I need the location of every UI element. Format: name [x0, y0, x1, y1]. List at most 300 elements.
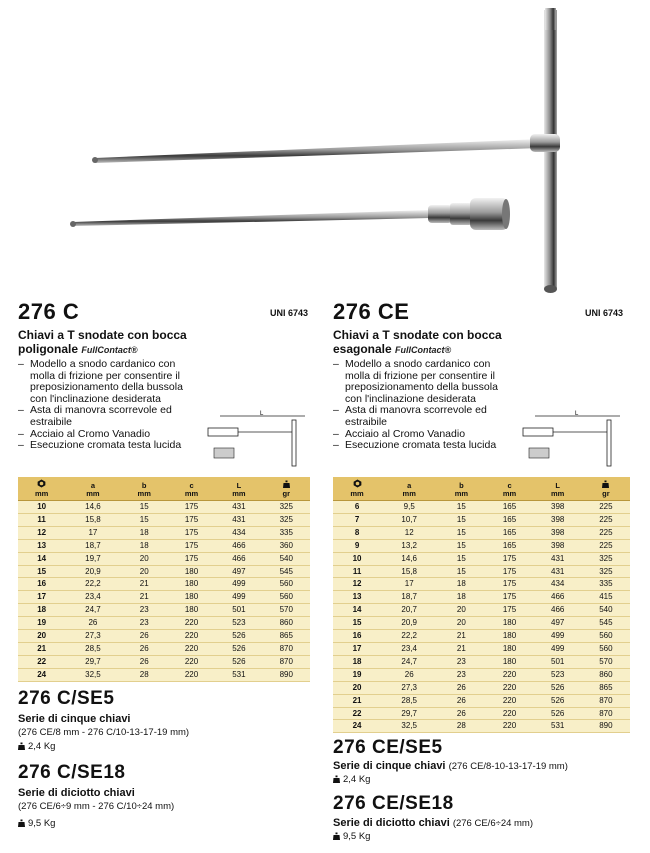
- table-cell: 21: [437, 642, 485, 655]
- table-cell: 220: [485, 720, 533, 733]
- table-cell: 526: [215, 642, 262, 655]
- table-cell: 523: [215, 617, 262, 630]
- table-cell: 15: [18, 565, 65, 578]
- set-title: Serie di cinque chiavi: [18, 713, 131, 725]
- set-note: (276 CE/6÷24 mm): [452, 818, 534, 829]
- column-unit: gr: [602, 489, 610, 498]
- column-header: [215, 477, 262, 501]
- table-cell: 570: [263, 604, 310, 617]
- table-cell: 22,2: [65, 578, 120, 591]
- table-row: [333, 513, 630, 526]
- table-cell: 225: [582, 526, 630, 539]
- table-cell: 325: [263, 501, 310, 514]
- feature-item: – Acciaio al Cromo Vanadio: [18, 429, 198, 441]
- table-cell: 9: [333, 539, 381, 552]
- table-cell: 18: [121, 539, 168, 552]
- feature-item: – Esecuzione cromata testa lucida: [18, 440, 198, 452]
- column-header: [18, 477, 65, 501]
- table-cell: 466: [534, 591, 582, 604]
- table-cell: 545: [582, 617, 630, 630]
- table-cell: 497: [534, 617, 582, 630]
- table-cell: 20: [437, 604, 485, 617]
- table-cell: 20: [121, 552, 168, 565]
- table-cell: 165: [485, 526, 533, 539]
- table-cell: 13,2: [381, 539, 437, 552]
- table-cell: 6: [333, 501, 381, 514]
- set-code: 276 C/SE5: [18, 688, 115, 709]
- table-cell: 24: [333, 720, 381, 733]
- table-row: [333, 720, 630, 733]
- table-cell: 21: [333, 694, 381, 707]
- set-note: (276 CE/8 mm - 276 C/10-13-17-19 mm): [18, 727, 190, 738]
- table-cell: 26: [381, 668, 437, 681]
- table-cell: 10: [18, 501, 65, 514]
- table-cell: 497: [215, 565, 262, 578]
- table-cell: 28: [121, 668, 168, 681]
- table-cell: 180: [168, 604, 215, 617]
- table-cell: 165: [485, 539, 533, 552]
- weight-value: 9,5 Kg: [28, 818, 56, 829]
- table-cell: 220: [485, 694, 533, 707]
- table-cell: 32,5: [381, 720, 437, 733]
- set-note: (276 CE/8-10-13-17-19 mm): [448, 761, 568, 772]
- column-unit: mm: [184, 489, 199, 498]
- table-cell: 20: [437, 617, 485, 630]
- table-cell: 225: [582, 539, 630, 552]
- column-label: c: [189, 481, 194, 490]
- table-cell: 20: [18, 630, 65, 643]
- column-header: [582, 477, 630, 501]
- column-header: [485, 477, 533, 501]
- table-cell: 18: [121, 526, 168, 539]
- title-shape: esagonale: [333, 342, 392, 356]
- table-cell: 28,5: [381, 694, 437, 707]
- table-cell: 531: [215, 668, 262, 681]
- table-row: [333, 552, 630, 565]
- column-header: [381, 477, 437, 501]
- table-cell: 526: [534, 707, 582, 720]
- table-cell: 398: [534, 526, 582, 539]
- table-cell: 220: [168, 668, 215, 681]
- column-unit: mm: [551, 489, 565, 498]
- table-cell: 23: [121, 617, 168, 630]
- table-row: [333, 707, 630, 720]
- table-cell: 865: [263, 630, 310, 643]
- table-cell: 32,5: [65, 668, 120, 681]
- table-cell: 865: [582, 681, 630, 694]
- table-cell: 22,2: [381, 630, 437, 643]
- product-title: [333, 328, 623, 357]
- brand-logo: FullContact®: [395, 345, 452, 355]
- product-code: 276 C: [18, 299, 80, 324]
- table-cell: 17: [333, 642, 381, 655]
- table-cell: 180: [485, 617, 533, 630]
- table-row: [333, 578, 630, 591]
- column-label: c: [507, 481, 512, 490]
- table-cell: 21: [18, 642, 65, 655]
- set-title: Serie di diciotto chiavi (276 CE/6÷24 mm): [333, 817, 534, 829]
- table-row: [333, 539, 630, 552]
- table-cell: 24,7: [381, 655, 437, 668]
- table-cell: 180: [168, 578, 215, 591]
- table-row: [18, 642, 310, 655]
- table-cell: 398: [534, 501, 582, 514]
- table-cell: 415: [582, 591, 630, 604]
- weight-icon: [333, 775, 340, 783]
- table-cell: 13: [18, 539, 65, 552]
- dimension-diagram: [200, 410, 310, 470]
- feature-list: [18, 359, 198, 452]
- table-cell: 10: [333, 552, 381, 565]
- table-cell: 220: [168, 617, 215, 630]
- feature-list: [333, 359, 513, 452]
- column-unit: mm: [34, 489, 49, 498]
- table-cell: 225: [582, 513, 630, 526]
- table-cell: 15: [437, 552, 485, 565]
- table-cell: 18: [437, 578, 485, 591]
- weight-value: 2,4 Kg: [28, 741, 56, 752]
- table-cell: 501: [534, 655, 582, 668]
- table-cell: 17: [381, 578, 437, 591]
- table-row: [333, 501, 630, 514]
- table-cell: 499: [215, 591, 262, 604]
- table-row: [333, 655, 630, 668]
- table-cell: 360: [263, 539, 310, 552]
- table-cell: 560: [263, 591, 310, 604]
- table-cell: 26: [121, 630, 168, 643]
- table-cell: 431: [534, 565, 582, 578]
- table-cell: 225: [582, 501, 630, 514]
- table-cell: 499: [534, 630, 582, 643]
- standard-label: UNI 6743: [584, 308, 623, 318]
- table-cell: 220: [168, 642, 215, 655]
- table-cell: 335: [582, 578, 630, 591]
- weight-value: 2,4 Kg: [343, 774, 371, 785]
- table-row: [333, 617, 630, 630]
- feature-item: – Asta di manovra scorrevole ed estraibile: [18, 405, 198, 428]
- feature-item: – Modello a snodo cardanico con molla di frizione per consentire il preposizionamento della bussola con l'inclinazione desiderata: [18, 359, 198, 405]
- table-cell: 180: [168, 565, 215, 578]
- table-cell: 26: [437, 707, 485, 720]
- table-row: [333, 604, 630, 617]
- title-line-1: Chiavi a T snodate con bocca: [18, 328, 187, 342]
- title-shape: poligonale: [18, 342, 78, 356]
- column-label: L: [555, 481, 560, 490]
- table-cell: 870: [582, 694, 630, 707]
- table-cell: 15: [121, 501, 168, 514]
- table-cell: 870: [263, 642, 310, 655]
- table-cell: 26: [121, 642, 168, 655]
- table-cell: 175: [168, 513, 215, 526]
- column-unit: mm: [350, 489, 364, 498]
- table-row: [18, 604, 310, 617]
- table-cell: 20,7: [381, 604, 437, 617]
- table-cell: 466: [215, 539, 262, 552]
- table-cell: 175: [168, 501, 215, 514]
- set-weight: [333, 774, 370, 785]
- table-cell: 180: [485, 642, 533, 655]
- table-row: [333, 694, 630, 707]
- table-row: [333, 681, 630, 694]
- table-cell: 16: [18, 578, 65, 591]
- table-cell: 220: [485, 681, 533, 694]
- table-cell: 23: [121, 604, 168, 617]
- table-cell: 560: [582, 642, 630, 655]
- table-cell: 17: [18, 591, 65, 604]
- title-line-2: [18, 342, 308, 357]
- table-cell: 175: [485, 578, 533, 591]
- table-cell: 431: [215, 501, 262, 514]
- table-cell: 501: [215, 604, 262, 617]
- table-cell: 20,9: [381, 617, 437, 630]
- column-unit: mm: [454, 489, 469, 498]
- table-row: [18, 630, 310, 643]
- product-code: 276 CE: [333, 299, 410, 324]
- table-cell: 526: [215, 655, 262, 668]
- column-label: a: [90, 481, 96, 490]
- table-cell: 12: [18, 526, 65, 539]
- table-cell: 10,7: [381, 513, 437, 526]
- feature-item: – Asta di manovra scorrevole ed estraibile: [333, 405, 513, 428]
- weight-value: 9,5 Kg: [343, 831, 371, 842]
- column-unit: mm: [232, 489, 246, 498]
- table-cell: 15: [437, 501, 485, 514]
- table-cell: 499: [534, 642, 582, 655]
- table-cell: 18,7: [381, 591, 437, 604]
- set-title: Serie di diciotto chiavi: [18, 787, 135, 799]
- table-cell: 434: [534, 578, 582, 591]
- table-cell: 14: [18, 552, 65, 565]
- table-cell: 220: [168, 655, 215, 668]
- table-cell: 890: [582, 720, 630, 733]
- table-cell: 23,4: [65, 591, 120, 604]
- table-cell: 28: [437, 720, 485, 733]
- table-row: [333, 642, 630, 655]
- table-cell: 165: [485, 513, 533, 526]
- table-cell: 860: [582, 668, 630, 681]
- table-cell: 175: [168, 526, 215, 539]
- table-row: [18, 668, 310, 681]
- table-cell: 22: [333, 707, 381, 720]
- table-cell: 431: [534, 552, 582, 565]
- table-row: [18, 617, 310, 630]
- t-wrench-illustration: [0, 0, 650, 300]
- table-cell: 325: [263, 513, 310, 526]
- table-cell: 26: [437, 694, 485, 707]
- table-cell: 23: [437, 655, 485, 668]
- table-cell: 431: [215, 513, 262, 526]
- column-header: [121, 477, 168, 501]
- table-cell: 26: [437, 681, 485, 694]
- standard-label: UNI 6743: [269, 308, 308, 318]
- weight-icon: [18, 819, 25, 827]
- set-code: 276 CE/SE5: [333, 737, 443, 758]
- column-unit: gr: [282, 489, 291, 498]
- table-row: [18, 552, 310, 565]
- table-row: [18, 539, 310, 552]
- table-cell: 890: [263, 668, 310, 681]
- table-cell: 175: [485, 565, 533, 578]
- table-cell: 870: [582, 707, 630, 720]
- table-row: [18, 591, 310, 604]
- table-row: [333, 591, 630, 604]
- table-cell: 18: [333, 655, 381, 668]
- column-unit: mm: [502, 489, 517, 498]
- set-code: 276 CE/SE18: [333, 793, 454, 814]
- table-cell: 335: [263, 526, 310, 539]
- svg-text:L: L: [575, 411, 579, 417]
- set-code: 276 C/SE18: [18, 762, 126, 783]
- title-line-1: Chiavi a T snodate con bocca: [333, 328, 502, 342]
- feature-item: – Acciaio al Cromo Vanadio: [333, 429, 513, 441]
- table-cell: 175: [485, 591, 533, 604]
- table-cell: 21: [437, 630, 485, 643]
- weight-icon: [18, 742, 25, 750]
- set-note: (276 CE/6÷9 mm - 276 C/10÷24 mm): [18, 801, 175, 812]
- table-row: [18, 655, 310, 668]
- feature-item: – Esecuzione cromata testa lucida: [333, 440, 513, 452]
- table-cell: 24,7: [65, 604, 120, 617]
- dimension-diagram: [515, 410, 625, 470]
- table-cell: 22: [18, 655, 65, 668]
- table-cell: 398: [534, 539, 582, 552]
- table-cell: 540: [263, 552, 310, 565]
- table-cell: 15: [437, 539, 485, 552]
- table-row: [333, 565, 630, 578]
- table-cell: 23,4: [381, 642, 437, 655]
- table-cell: 180: [168, 591, 215, 604]
- table-row: [18, 513, 310, 526]
- table-cell: 15: [437, 526, 485, 539]
- column-header: [534, 477, 582, 501]
- table-cell: 175: [485, 604, 533, 617]
- table-cell: 531: [534, 720, 582, 733]
- column-header: [437, 477, 485, 501]
- table-cell: 9,5: [381, 501, 437, 514]
- table-cell: 16: [333, 630, 381, 643]
- table-cell: 466: [215, 552, 262, 565]
- table-cell: 325: [582, 565, 630, 578]
- set-title: Serie di cinque chiavi (276 CE/8-10-13-17-19 mm): [333, 760, 568, 772]
- table-cell: 526: [534, 681, 582, 694]
- table-cell: 545: [263, 565, 310, 578]
- table-cell: 29,7: [381, 707, 437, 720]
- table-cell: 175: [168, 539, 215, 552]
- table-cell: 12: [333, 578, 381, 591]
- table-cell: 20,9: [65, 565, 120, 578]
- table-cell: 325: [582, 552, 630, 565]
- table-cell: 21: [121, 591, 168, 604]
- table-row: [18, 578, 310, 591]
- table-cell: 15: [121, 513, 168, 526]
- table-cell: 570: [582, 655, 630, 668]
- table-cell: 18: [18, 604, 65, 617]
- table-cell: 220: [485, 668, 533, 681]
- table-cell: 24: [18, 668, 65, 681]
- table-cell: 398: [534, 513, 582, 526]
- table-cell: 12: [381, 526, 437, 539]
- table-cell: 15: [437, 565, 485, 578]
- brand-logo: FullContact®: [81, 345, 138, 355]
- table-row: [333, 526, 630, 539]
- table-cell: 29,7: [65, 655, 120, 668]
- column-label: b: [459, 481, 464, 490]
- table-cell: 27,3: [65, 630, 120, 643]
- product-title: [18, 328, 308, 357]
- table-cell: 19: [333, 668, 381, 681]
- table-cell: 526: [534, 694, 582, 707]
- column-header: [168, 477, 215, 501]
- table-cell: 175: [168, 552, 215, 565]
- table-cell: 15: [437, 513, 485, 526]
- table-cell: 7: [333, 513, 381, 526]
- column-unit: mm: [402, 489, 416, 498]
- spec-table-276c: [18, 477, 310, 682]
- table-cell: 28,5: [65, 642, 120, 655]
- table-cell: 21: [121, 578, 168, 591]
- table-row: [333, 668, 630, 681]
- table-cell: 8: [333, 526, 381, 539]
- svg-text:L: L: [260, 411, 264, 417]
- set-weight: [18, 741, 55, 752]
- table-cell: 14: [333, 604, 381, 617]
- table-cell: 26: [121, 655, 168, 668]
- table-cell: 19: [18, 617, 65, 630]
- table-cell: 19,7: [65, 552, 120, 565]
- column-header: [333, 477, 381, 501]
- column-header: [65, 477, 120, 501]
- table-cell: 18: [437, 591, 485, 604]
- table-row: [333, 630, 630, 643]
- table-cell: 14,6: [381, 552, 437, 565]
- table-cell: 860: [263, 617, 310, 630]
- table-cell: 20: [121, 565, 168, 578]
- table-cell: 18,7: [65, 539, 120, 552]
- table-cell: 175: [485, 552, 533, 565]
- table-cell: 870: [263, 655, 310, 668]
- spec-table-276ce: [333, 477, 630, 733]
- column-label: L: [236, 481, 242, 490]
- table-cell: 15,8: [65, 513, 120, 526]
- table-cell: 540: [582, 604, 630, 617]
- feature-item: – Modello a snodo cardanico con molla di frizione per consentire il preposizionamento della bussola con l'inclinazione desiderata: [333, 359, 513, 405]
- column-label: a: [407, 481, 412, 490]
- table-cell: 165: [485, 501, 533, 514]
- table-cell: 13: [333, 591, 381, 604]
- column-header: [263, 477, 310, 501]
- table-cell: 14,6: [65, 501, 120, 514]
- table-cell: 15,8: [381, 565, 437, 578]
- table-cell: 23: [437, 668, 485, 681]
- title-line-2: [333, 342, 623, 357]
- table-row: [18, 526, 310, 539]
- table-cell: 434: [215, 526, 262, 539]
- table-row: [18, 565, 310, 578]
- table-cell: 11: [18, 513, 65, 526]
- table-row: [18, 501, 310, 514]
- weight-icon: [333, 832, 340, 840]
- table-cell: 560: [582, 630, 630, 643]
- column-unit: mm: [137, 489, 151, 498]
- table-cell: 26: [65, 617, 120, 630]
- table-cell: 27,3: [381, 681, 437, 694]
- table-cell: 220: [485, 707, 533, 720]
- table-cell: 17: [65, 526, 120, 539]
- table-cell: 560: [263, 578, 310, 591]
- column-unit: mm: [86, 489, 100, 498]
- table-cell: 20: [333, 681, 381, 694]
- table-cell: 11: [333, 565, 381, 578]
